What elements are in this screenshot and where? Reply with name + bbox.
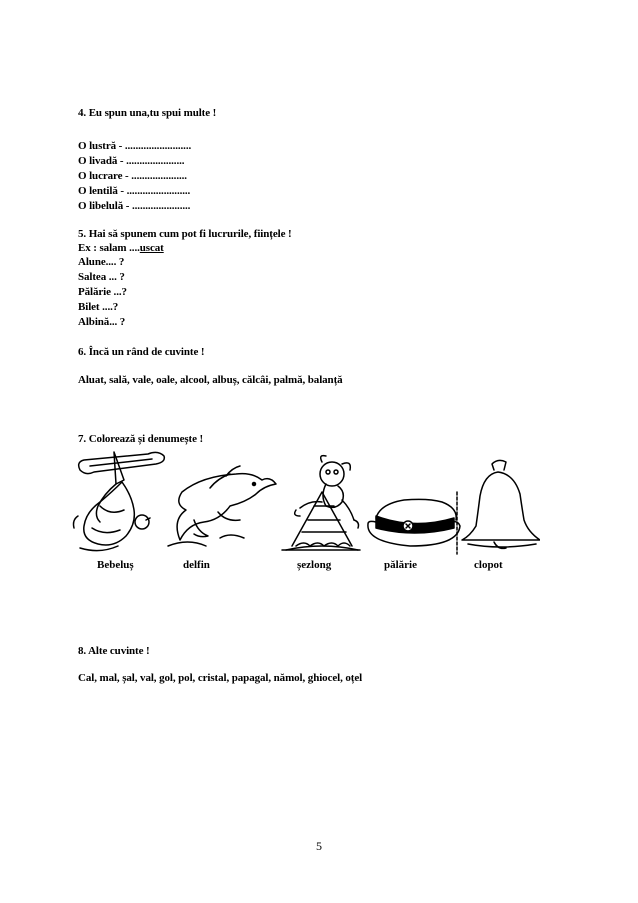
hat-icon: [368, 499, 460, 546]
coloring-pictures: [70, 450, 540, 560]
bell-icon: [462, 460, 540, 548]
ex5-line: Alune.... ?: [78, 256, 125, 268]
ex4-title: 4. Eu spun una,tu spui multe !: [78, 107, 217, 119]
ex8-title: 8. Alte cuvinte !: [78, 645, 150, 657]
ex4-line: O lustră - .........................: [78, 140, 192, 152]
picture-caption: delfin: [183, 559, 210, 571]
baby-stork-icon: [74, 452, 165, 551]
ex5-line: Albină... ?: [78, 316, 126, 328]
picture-caption: clopot: [474, 559, 503, 571]
picture-caption: șezlong: [297, 559, 332, 571]
ex8-words: Cal, mal, șal, val, gol, pol, cristal, papagal, nămol, ghiocel, oțel: [78, 672, 363, 684]
ex4-line: O lucrare - .....................: [78, 170, 187, 182]
ex6-words: Aluat, sală, vale, oale, alcool, albuș, călcâi, palmă, balanță: [78, 374, 343, 386]
ex5-line: Pălărie ...?: [78, 286, 127, 298]
ex5-example-answer: uscat: [139, 242, 164, 254]
ex5-line: Bilet ....?: [78, 301, 119, 313]
ex5-line: Saltea ... ?: [78, 271, 125, 283]
ex7-title: 7. Colorează și denumește !: [78, 433, 204, 445]
ex4-line: O lentilă - ........................: [78, 185, 191, 197]
picture-caption: Bebeluș: [97, 559, 134, 571]
dolphin-icon: [168, 466, 276, 546]
ex5-title: 5. Hai să spunem cum pot fi lucrurile, ființele !: [78, 228, 292, 240]
ex4-line: O livadă - ......................: [78, 155, 185, 167]
ex5-example: [78, 242, 164, 255]
page-number: 5: [316, 839, 322, 853]
deckchair-icon: [282, 456, 360, 550]
ex6-title: 6. Încă un rând de cuvinte !: [78, 346, 205, 358]
ex4-line: O libelulă - ......................: [78, 200, 191, 212]
ex5-example-prefix: Ex : salam ....: [78, 242, 140, 254]
picture-caption: pălărie: [384, 559, 417, 571]
